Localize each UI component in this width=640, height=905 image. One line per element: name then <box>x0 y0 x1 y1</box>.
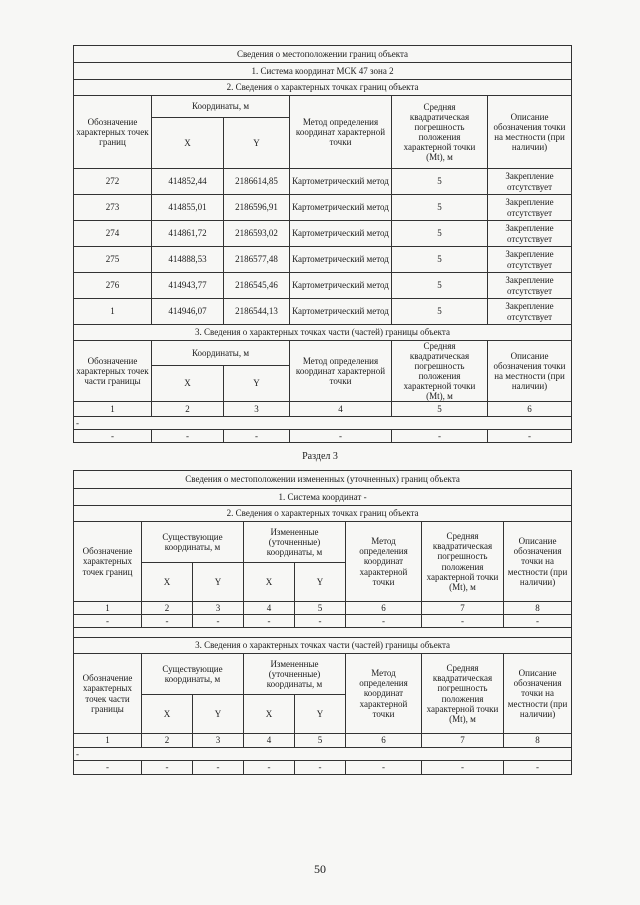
dash-cell: - <box>392 430 488 443</box>
col-number: 1 <box>74 402 152 417</box>
table-row <box>74 195 572 221</box>
dash-cell: - <box>504 761 572 775</box>
col-number: 1 <box>74 602 142 615</box>
col-header-x: X <box>152 118 224 169</box>
error-value: 5 <box>392 299 488 325</box>
point-description: Закрепление отсутствует <box>488 221 572 247</box>
col-number: 3 <box>193 734 244 748</box>
point-number: 273 <box>74 195 152 221</box>
dash-cell: - <box>346 615 422 628</box>
table-boundary-location <box>73 45 572 443</box>
dash-cell: - <box>346 761 422 775</box>
coord-x: 414855,01 <box>152 195 224 221</box>
col-header-y: Y <box>295 695 346 734</box>
point-number: 1 <box>74 299 152 325</box>
col-number: 1 <box>74 734 142 748</box>
dash-cell: - <box>193 761 244 775</box>
spacer-row <box>74 628 572 638</box>
col-header-designation: Обозначение характерных точек части границы <box>74 341 152 402</box>
coordinate-system-label: 1. Система координат МСК 47 зона 2 <box>74 63 572 80</box>
empty-row <box>74 615 572 628</box>
dash-cell: - <box>295 761 346 775</box>
col-header-coordinates: Координаты, м <box>152 341 290 366</box>
col-number: 3 <box>224 402 290 417</box>
error-value: 5 <box>392 169 488 195</box>
col-header-designation: Обозначение характерных точек границ <box>74 522 142 602</box>
coord-x: 414943,77 <box>152 273 224 299</box>
page-number: 50 <box>314 862 326 876</box>
col-number: 7 <box>422 602 504 615</box>
col-header-y: Y <box>224 118 290 169</box>
coord-x: 414888,53 <box>152 247 224 273</box>
section-2-header: 2. Сведения о характерных точках границ объекта <box>74 80 572 96</box>
coord-x: 414946,07 <box>152 299 224 325</box>
col-header-description: Описание обозначения точки на местности (при наличии) <box>504 654 572 734</box>
col-header-changed-coordinates: Измененные (уточненные) координаты, м <box>244 654 346 695</box>
error-value: 5 <box>392 221 488 247</box>
dash-cell: - <box>74 430 152 443</box>
col-header-y: Y <box>193 563 244 602</box>
dash-cell: - <box>244 761 295 775</box>
col-header-error: Средняя квадратическая погрешность положения характерной точки (Mt), м <box>422 654 504 734</box>
coord-y: 2186614,85 <box>224 169 290 195</box>
column-number-row <box>74 402 572 417</box>
dash-cell: - <box>224 430 290 443</box>
col-number: 4 <box>290 402 392 417</box>
dash-cell: - <box>193 615 244 628</box>
table-row <box>74 299 572 325</box>
table-row <box>74 221 572 247</box>
coord-y: 2186596,91 <box>224 195 290 221</box>
part-separator-row: - <box>74 417 572 430</box>
col-header-changed-coordinates: Измененные (уточненные) координаты, м <box>244 522 346 563</box>
dash-cell: - <box>290 430 392 443</box>
col-header-x: X <box>244 695 295 734</box>
coord-x: 414861,72 <box>152 221 224 247</box>
dash-cell: - <box>142 761 193 775</box>
col-header-x: X <box>142 695 193 734</box>
col-number: 3 <box>193 602 244 615</box>
col-header-existing-coordinates: Существующие координаты, м <box>142 654 244 695</box>
col-number: 4 <box>244 602 295 615</box>
section-3-header: 3. Сведения о характерных точках части (частей) границы объекта <box>74 325 572 341</box>
dash-cell: - <box>74 615 142 628</box>
col-header-designation: Обозначение характерных точек границ <box>74 96 152 169</box>
point-number: 272 <box>74 169 152 195</box>
col-header-method: Метод определения координат характерной точки <box>290 341 392 402</box>
coord-y: 2186545,46 <box>224 273 290 299</box>
col-header-x: X <box>142 563 193 602</box>
col-number: 7 <box>422 734 504 748</box>
table-title: Сведения о местоположении измененных (уточненных) границ объекта <box>74 471 572 489</box>
column-number-row <box>74 602 572 615</box>
col-number: 6 <box>346 602 422 615</box>
part-separator-row: - <box>74 748 572 761</box>
dash-cell: - <box>152 430 224 443</box>
col-header-designation: Обозначение характерных точек части границы <box>74 654 142 734</box>
col-header-y: Y <box>224 365 290 402</box>
col-header-description: Описание обозначения точки на местности (при наличии) <box>488 96 572 169</box>
point-number: 276 <box>74 273 152 299</box>
table-title: Сведения о местоположении границ объекта <box>74 46 572 63</box>
point-number: 274 <box>74 221 152 247</box>
table-row <box>74 169 572 195</box>
col-header-coordinates: Координаты, м <box>152 96 290 118</box>
col-header-description: Описание обозначения точки на местности (при наличии) <box>504 522 572 602</box>
point-description: Закрепление отсутствует <box>488 273 572 299</box>
point-description: Закрепление отсутствует <box>488 247 572 273</box>
col-header-x: X <box>244 563 295 602</box>
dash-cell: - <box>504 615 572 628</box>
coord-x: 414852,44 <box>152 169 224 195</box>
point-description: Закрепление отсутствует <box>488 299 572 325</box>
method: Картометрический метод <box>290 195 392 221</box>
col-header-y: Y <box>193 695 244 734</box>
coord-y: 2186544,13 <box>224 299 290 325</box>
col-header-method: Метод определения координат характерной точки <box>346 522 422 602</box>
col-header-error: Средняя квадратическая погрешность положения характерной точки (Mt), м <box>392 96 488 169</box>
col-number: 2 <box>152 402 224 417</box>
point-number: 275 <box>74 247 152 273</box>
col-number: 4 <box>244 734 295 748</box>
dash-cell: - <box>422 615 504 628</box>
dash-cell: - <box>244 615 295 628</box>
table-row <box>74 273 572 299</box>
empty-row <box>74 761 572 775</box>
col-number: 5 <box>295 602 346 615</box>
method: Картометрический метод <box>290 221 392 247</box>
section-3-header: 3. Сведения о характерных точках части (частей) границы объекта <box>74 638 572 654</box>
col-header-description: Описание обозначения точки на местности (при наличии) <box>488 341 572 402</box>
col-header-method: Метод определения координат характерной точки <box>290 96 392 169</box>
table-changed-boundaries <box>73 470 572 775</box>
col-number: 2 <box>142 734 193 748</box>
method: Картометрический метод <box>290 299 392 325</box>
point-description: Закрепление отсутствует <box>488 195 572 221</box>
dash-cell: - <box>295 615 346 628</box>
col-header-method: Метод определения координат характерной точки <box>346 654 422 734</box>
dash-cell: - <box>142 615 193 628</box>
section-2-header: 2. Сведения о характерных точках границ объекта <box>74 506 572 522</box>
col-number: 5 <box>392 402 488 417</box>
empty-row <box>74 430 572 443</box>
error-value: 5 <box>392 247 488 273</box>
point-description: Закрепление отсутствует <box>488 169 572 195</box>
col-header-existing-coordinates: Существующие координаты, м <box>142 522 244 563</box>
col-number: 8 <box>504 602 572 615</box>
col-number: 5 <box>295 734 346 748</box>
col-header-error: Средняя квадратическая погрешность положения характерной точки (Mt), м <box>422 522 504 602</box>
dash-cell: - <box>488 430 572 443</box>
method: Картометрический метод <box>290 273 392 299</box>
col-header-x: X <box>152 365 224 402</box>
method: Картометрический метод <box>290 247 392 273</box>
table-row <box>74 247 572 273</box>
col-number: 6 <box>346 734 422 748</box>
col-number: 2 <box>142 602 193 615</box>
method: Картометрический метод <box>290 169 392 195</box>
coord-y: 2186593,02 <box>224 221 290 247</box>
error-value: 5 <box>392 195 488 221</box>
col-header-y: Y <box>295 563 346 602</box>
section-title: Раздел 3 <box>302 451 338 462</box>
dash-cell: - <box>74 761 142 775</box>
error-value: 5 <box>392 273 488 299</box>
col-header-error: Средняя квадратическая погрешность положения характерной точки (Mt), м <box>392 341 488 402</box>
column-number-row <box>74 734 572 748</box>
coordinate-system-label: 1. Система координат - <box>74 489 572 506</box>
col-number: 6 <box>488 402 572 417</box>
dash-cell: - <box>422 761 504 775</box>
coord-y: 2186577,48 <box>224 247 290 273</box>
col-number: 8 <box>504 734 572 748</box>
